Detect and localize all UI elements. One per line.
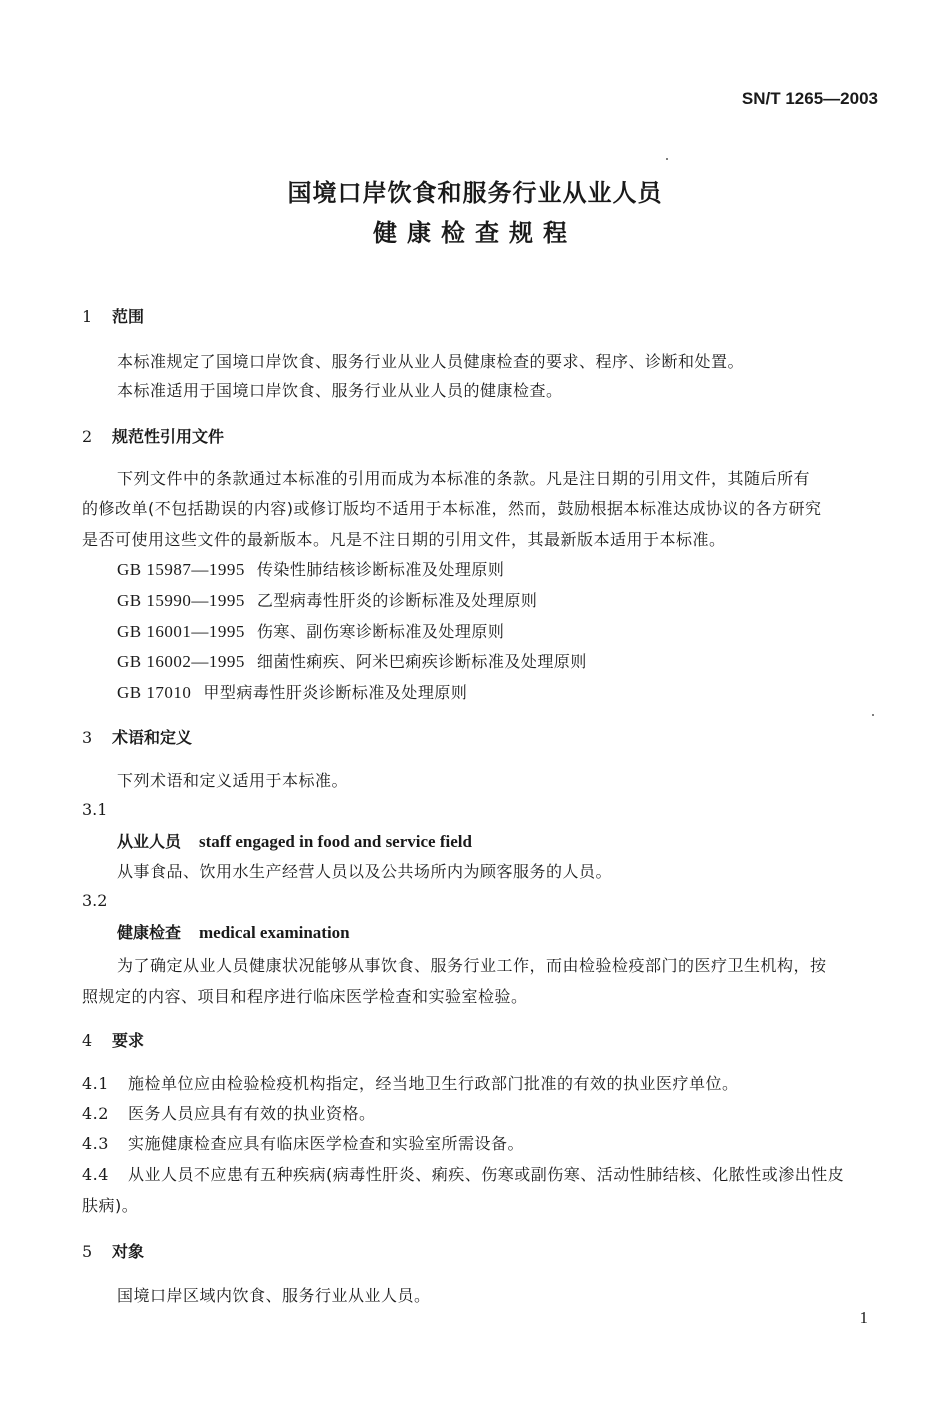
section-1-heading [82,304,144,327]
paragraph: 本标准规定了国境口岸饮食、服务行业从业人员健康检查的要求、程序、诊断和处置。 [117,352,745,371]
section-title: 术语和定义 [112,728,193,747]
section-title: 范围 [112,307,145,326]
section-2-heading [82,424,224,447]
term-definition-line: 为了确定从业人员健康状况能够从事饮食、服务行业工作，而由检验检疫部门的医疗卫生机构，按 [117,956,827,975]
section-number: 3 [82,728,93,747]
reference-code: GB 17010 [117,683,192,702]
section-title: 规范性引用文件 [112,427,225,446]
requirement-item [82,1101,376,1124]
section-number: 4 [82,1031,93,1050]
reference-title: 甲型病毒性肝炎诊断标准及处理原则 [203,683,468,702]
page-number: 1 [859,1308,868,1327]
reference-item [117,588,537,611]
reference-item [117,619,504,642]
requirement-continuation: 肤病)。 [82,1196,139,1215]
clause-number: 3.2 [82,891,108,910]
term-entry [117,920,350,943]
paragraph-line: 的修改单(不包括勘误的内容)或修订版均不适用于本标准，然而，鼓励根据本标准达成协议的各方研究 [82,499,822,518]
paragraph-line: 下列文件中的条款通过本标准的引用而成为本标准的条款。凡是注日期的引用文件，其随后所有 [117,469,811,488]
requirement-item [82,1131,524,1154]
clause-number: 3.1 [82,800,108,819]
paragraph: 国境口岸区域内饮食、服务行业从业人员。 [117,1286,431,1305]
term-chinese: 健康检查 [117,923,182,942]
reference-code: GB 15987—1995 [117,560,245,579]
standard-number: SN/T 1265—2003 [741,89,878,108]
section-title: 要求 [112,1031,145,1050]
reference-code: GB 16002—1995 [117,652,245,671]
paragraph-line: 是否可使用这些文件的最新版本。凡是不注日期的引用文件，其最新版本适用于本标准。 [82,530,726,549]
reference-item [117,649,587,672]
section-number: 1 [82,307,93,326]
clause-number: 4.1 [82,1074,109,1093]
section-3-heading [82,725,192,748]
reference-code: GB 16001—1995 [117,622,245,641]
scan-speck [666,158,668,160]
requirement-text: 施检单位应由检验检疫机构指定，经当地卫生行政部门批准的有效的执业医疗单位。 [128,1074,739,1093]
reference-title: 乙型病毒性肝炎的诊断标准及处理原则 [256,591,538,610]
term-english: staff engaged in food and service field [199,832,472,851]
document-subtitle: 健康检查规程 [373,219,577,247]
reference-title: 传染性肺结核诊断标准及处理原则 [256,560,505,579]
paragraph: 下列术语和定义适用于本标准。 [117,771,349,790]
clause-number: 4.4 [82,1165,109,1184]
section-4-heading [82,1028,144,1051]
requirement-item [82,1162,844,1185]
section-number: 2 [82,427,93,446]
reference-code: GB 15990—1995 [117,591,245,610]
term-definition-line: 照规定的内容、项目和程序进行临床医学检查和实验室检验。 [82,987,528,1006]
scan-speck [872,714,874,716]
reference-item [117,680,467,703]
section-number: 5 [82,1242,93,1261]
section-title: 对象 [112,1242,145,1261]
requirement-text: 从业人员不应患有五种疾病(病毒性肝炎、痢疾、伤寒或副伤寒、活动性肺结核、化脓性或渗出性皮 [128,1165,845,1184]
clause-number: 4.2 [82,1104,109,1123]
term-chinese: 从业人员 [117,832,182,851]
section-5-heading [82,1239,144,1262]
reference-title: 细菌性痢疾、阿米巴痢疾诊断标准及处理原则 [256,652,587,671]
reference-item [117,557,504,580]
requirement-item [82,1071,739,1094]
requirement-text: 医务人员应具有有效的执业资格。 [128,1104,376,1123]
clause-number: 4.3 [82,1134,109,1153]
paragraph: 本标准适用于国境口岸饮食、服务行业从业人员的健康检查。 [117,381,563,400]
term-definition: 从事食品、饮用水生产经营人员以及公共场所内为顾客服务的人员。 [117,862,613,881]
document-title: 国境口岸饮食和服务行业从业人员 [287,179,663,207]
reference-title: 伤寒、副伤寒诊断标准及处理原则 [256,622,505,641]
requirement-text: 实施健康检查应具有临床医学检查和实验室所需设备。 [128,1134,525,1153]
term-english: medical examination [199,923,350,942]
term-entry [117,829,472,852]
